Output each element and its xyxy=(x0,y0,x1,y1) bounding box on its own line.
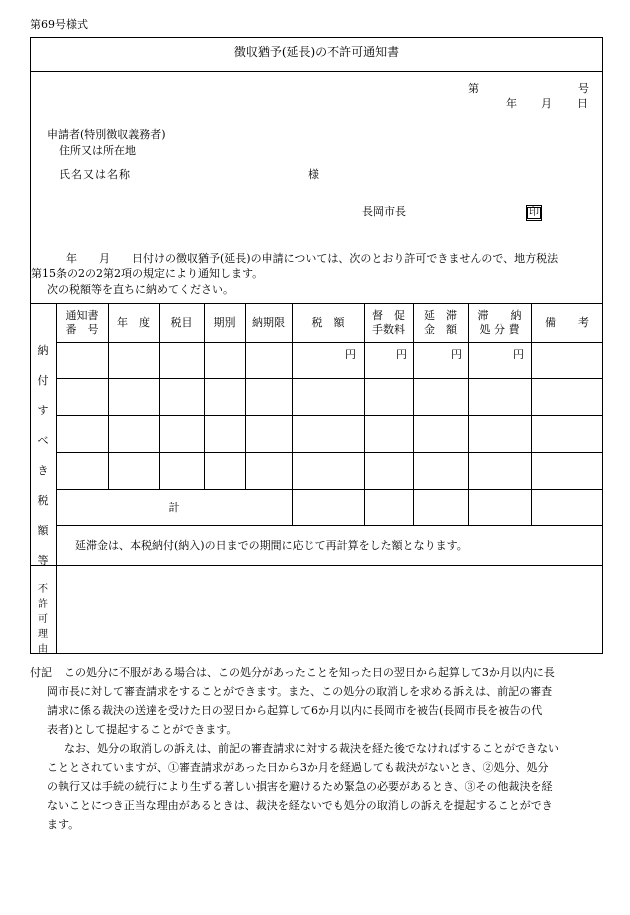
side-char: 付 xyxy=(37,374,49,387)
side-char: 納 xyxy=(37,344,49,357)
header-text: 金 額 xyxy=(424,323,457,336)
side-char: き xyxy=(37,464,49,477)
name-label: 氏名又は名称 xyxy=(59,168,131,181)
document-title: 徴収猶予(延長)の不許可通知書 xyxy=(233,45,400,59)
appendix-line: ます。 xyxy=(47,818,80,831)
reason-divider xyxy=(56,565,57,654)
total-label: 計 xyxy=(168,500,180,514)
date-day: 日 xyxy=(577,97,588,110)
yen-unit-late: 円 xyxy=(451,348,462,361)
header-due-date: 納期限 xyxy=(252,316,285,330)
header-late-fee xyxy=(413,304,468,342)
appendix-line: 表者)として提起することができます。 xyxy=(47,723,238,736)
tax-side-label xyxy=(31,342,55,568)
seal-mark xyxy=(526,205,542,221)
body-line-3: 次の税額等を直ちに納めてください。 xyxy=(47,283,234,296)
header-text: 手数料 xyxy=(372,323,405,336)
header-text: 処 分 費 xyxy=(479,323,520,336)
side-char: 税 xyxy=(37,494,49,507)
body-line-1: 年 月 日付けの徴収猶予(延長)の申請については、次のとおり許可できませんので、地方税法 xyxy=(66,252,559,265)
row-line xyxy=(56,415,603,416)
header-text: 通知書 xyxy=(65,309,99,323)
appendix-line: 請求に係る裁決の送達を受けた日の翌日から起算して6か月以内に長岡市を被告(長岡市長を被告の代 xyxy=(47,704,543,717)
title-divider xyxy=(30,71,603,72)
reason-char: 可 xyxy=(38,614,48,625)
address-label: 住所又は所在地 xyxy=(59,144,136,157)
appendix-line: なお、処分の取消しの訴えは、前記の審査請求に対する裁決を経た後でなければすることができない xyxy=(64,742,559,755)
doc-number-suffix: 号 xyxy=(578,82,589,95)
header-text: 督 促 xyxy=(372,309,405,323)
applicant-label: 申請者(特別徴収義務者) xyxy=(47,128,166,141)
date-month: 月 xyxy=(541,97,552,110)
header-text: 延 滞 xyxy=(424,309,457,323)
date-year: 年 xyxy=(506,97,517,110)
appendix-line: の執行又は手続の続行により生ずる著しい損害を避けるため緊急の必要があるとき、③その他裁決を経 xyxy=(47,780,553,793)
header-notice-no xyxy=(56,304,108,342)
appendix-line: ないことにつき正当な理由があるときは、裁決を経ないでも処分の取消しの訴えを提起することができ xyxy=(47,799,553,812)
header-year: 年 度 xyxy=(117,316,150,330)
side-char: 等 xyxy=(37,554,49,567)
row-line xyxy=(56,378,603,379)
reason-char: 理 xyxy=(38,629,48,640)
reason-side-label xyxy=(31,580,55,655)
doc-number-prefix: 第 xyxy=(468,82,479,95)
seal-text: 印 xyxy=(529,207,539,218)
header-tax-item: 税目 xyxy=(170,316,193,330)
row-line xyxy=(56,452,603,453)
form-number: 第69号様式 xyxy=(30,18,88,31)
appendix-label: 付記 xyxy=(30,666,52,679)
header-text: 番 号 xyxy=(65,323,99,336)
header-period: 期別 xyxy=(213,316,236,330)
issuer-name: 長岡市長 xyxy=(362,205,406,218)
appendix-line: こととされていますが、①審査請求があった日から3か月を経過しても裁決がないとき、②処分、処分 xyxy=(47,761,549,774)
header-remarks: 備 考 xyxy=(545,316,589,330)
header-tax-amount: 税 額 xyxy=(311,316,345,330)
reason-char: 許 xyxy=(38,599,48,610)
yen-unit-delinquency: 円 xyxy=(513,348,524,361)
header-text: 滞 納 xyxy=(477,309,522,323)
honorific: 様 xyxy=(308,168,319,181)
yen-unit-demand: 円 xyxy=(396,348,407,361)
appendix-line: この処分に不服がある場合は、この処分があったことを知った日の翌日から起算して3か月以内に長 xyxy=(64,666,555,679)
side-char: べ xyxy=(37,434,49,447)
side-char: す xyxy=(37,404,49,417)
header-bottom-line xyxy=(56,342,603,343)
side-char: 額 xyxy=(37,524,49,537)
total-bottom-line xyxy=(56,525,603,526)
note-bottom-line xyxy=(30,565,603,566)
yen-unit-tax: 円 xyxy=(345,348,356,361)
reason-char: 由 xyxy=(38,644,48,655)
header-demand-fee xyxy=(364,304,413,342)
appendix-line: 岡市長に対して審査請求をすることができます。また、この処分の取消しを求める訴えは、前記の審査 xyxy=(47,685,553,698)
reason-char: 不 xyxy=(38,584,48,595)
body-line-2: 第15条の2の2第2項の規定により通知します。 xyxy=(31,267,264,280)
late-fee-note: 延滞金は、本税納付(納入)の日までの期間に応じて再計算をした額となります。 xyxy=(75,539,468,552)
header-delinquency-cost xyxy=(468,304,531,342)
